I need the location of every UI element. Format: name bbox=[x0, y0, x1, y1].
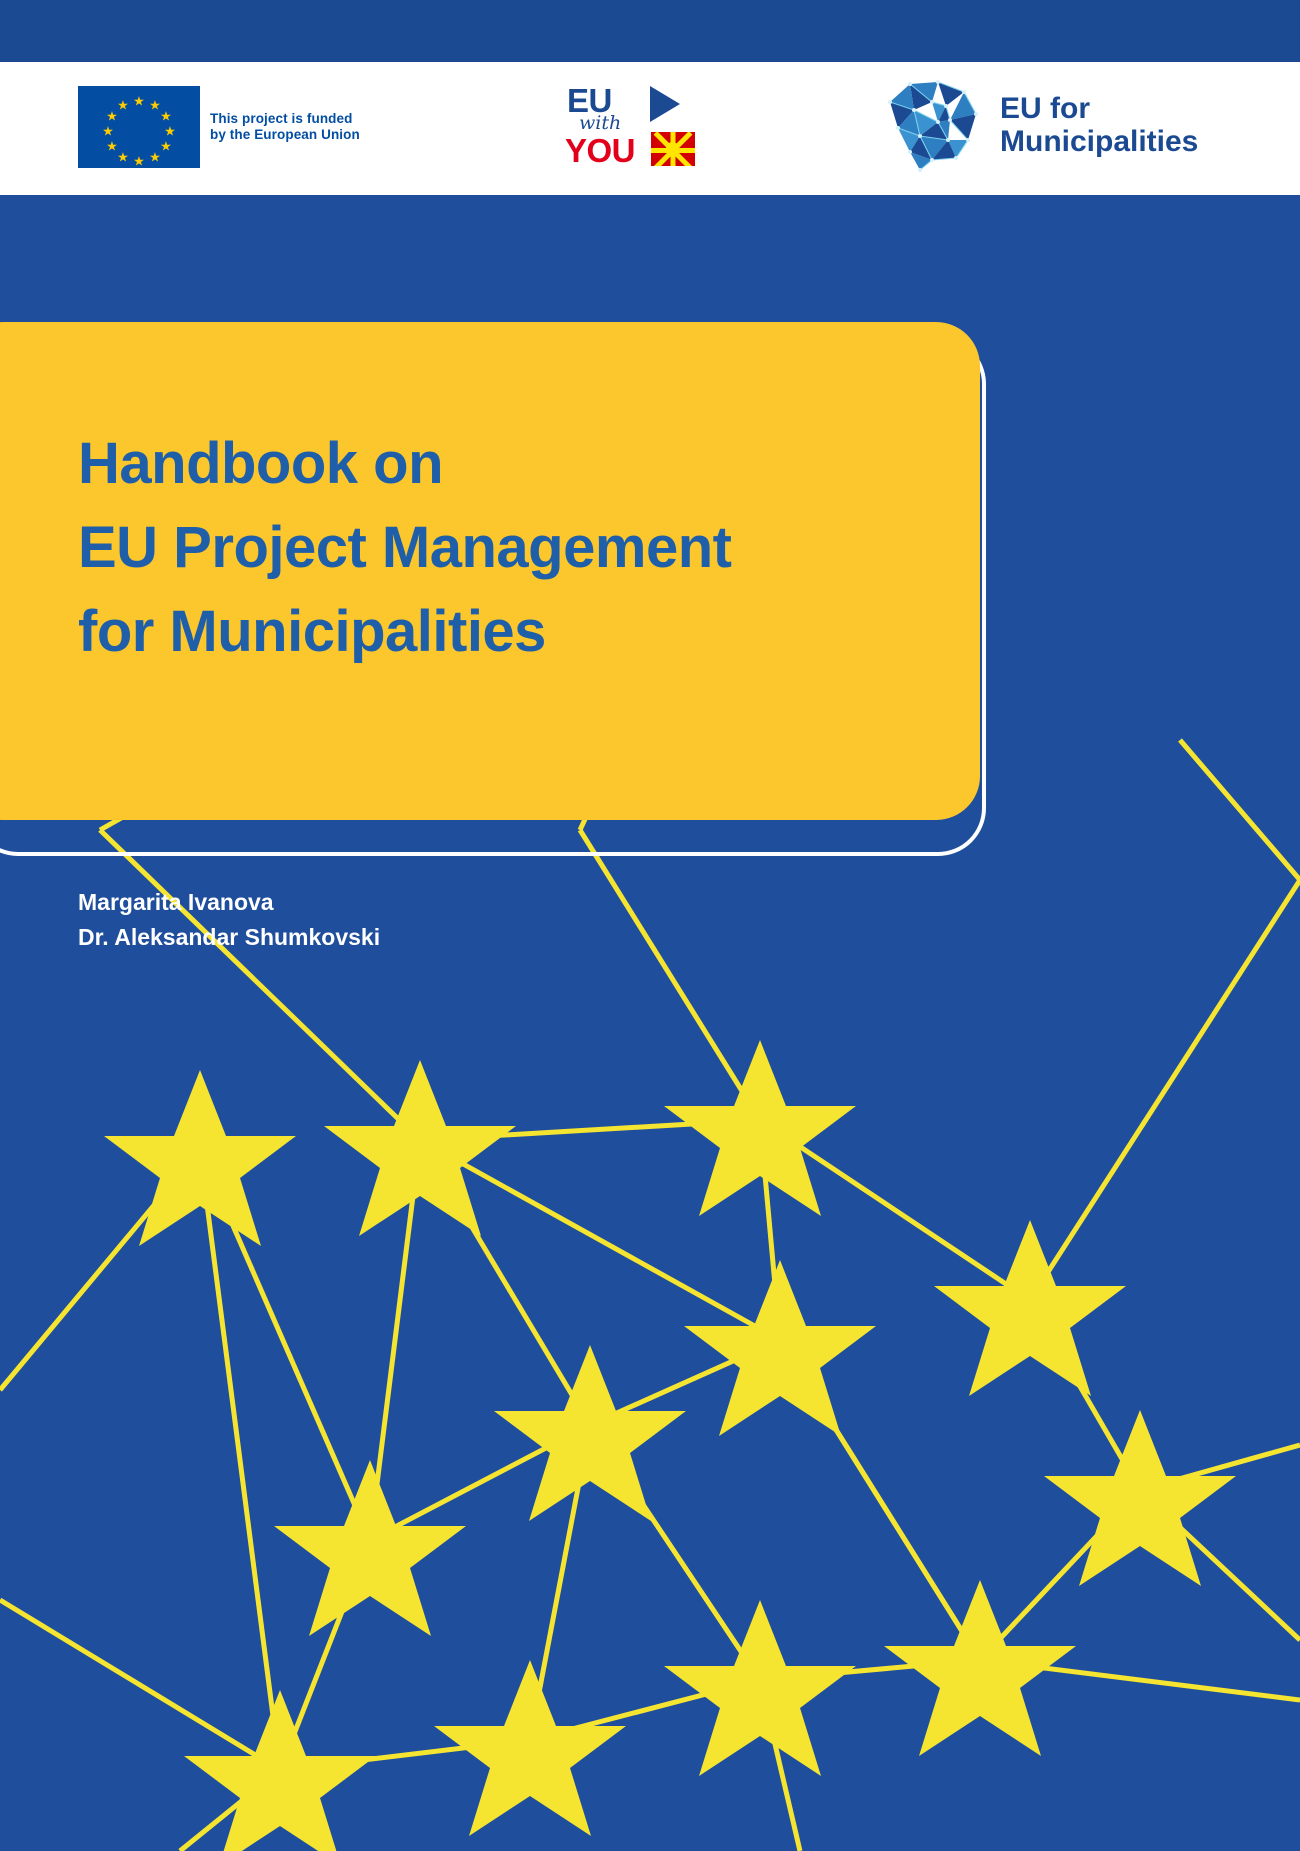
title-line-3: for Municipalities bbox=[78, 599, 546, 665]
eu-funded-text bbox=[210, 111, 360, 143]
eu-for-municipalities-text bbox=[1000, 92, 1198, 158]
author-1: Margarita Ivanova bbox=[78, 889, 274, 915]
title-line-1: Handbook on bbox=[78, 431, 444, 496]
eu-flag-icon: ★ ★ ★ ★ ★ ★ ★ ★ ★ ★ ★ ★ bbox=[78, 86, 200, 168]
title-line-2: EU Project Management bbox=[78, 515, 732, 581]
macedonia-sun-icon bbox=[651, 132, 695, 166]
eu-funded-line2: by the European Union bbox=[210, 127, 360, 142]
eufm-line2: Municipalities bbox=[1000, 125, 1199, 158]
arrow-icon bbox=[650, 86, 680, 122]
authors-block bbox=[78, 885, 380, 954]
logo-band bbox=[0, 62, 1300, 195]
eu-for-municipalities-logo bbox=[880, 78, 1220, 178]
eufm-line1: EU for bbox=[1000, 92, 1090, 125]
eu-funded-logo bbox=[78, 86, 360, 168]
eu-for-municipalities-mark bbox=[880, 80, 988, 172]
author-2: Dr. Aleksandar Shumkovski bbox=[78, 923, 381, 950]
title-card bbox=[0, 322, 980, 820]
eu-with-you-eu: EU bbox=[567, 82, 612, 119]
eu-with-you-logo bbox=[555, 82, 715, 174]
top-strip bbox=[0, 0, 1300, 62]
eu-with-you-with: with bbox=[579, 112, 622, 134]
eu-funded-line1: This project is funded bbox=[210, 111, 353, 126]
page-title bbox=[78, 422, 908, 674]
eu-with-you-you: YOU bbox=[565, 132, 636, 169]
